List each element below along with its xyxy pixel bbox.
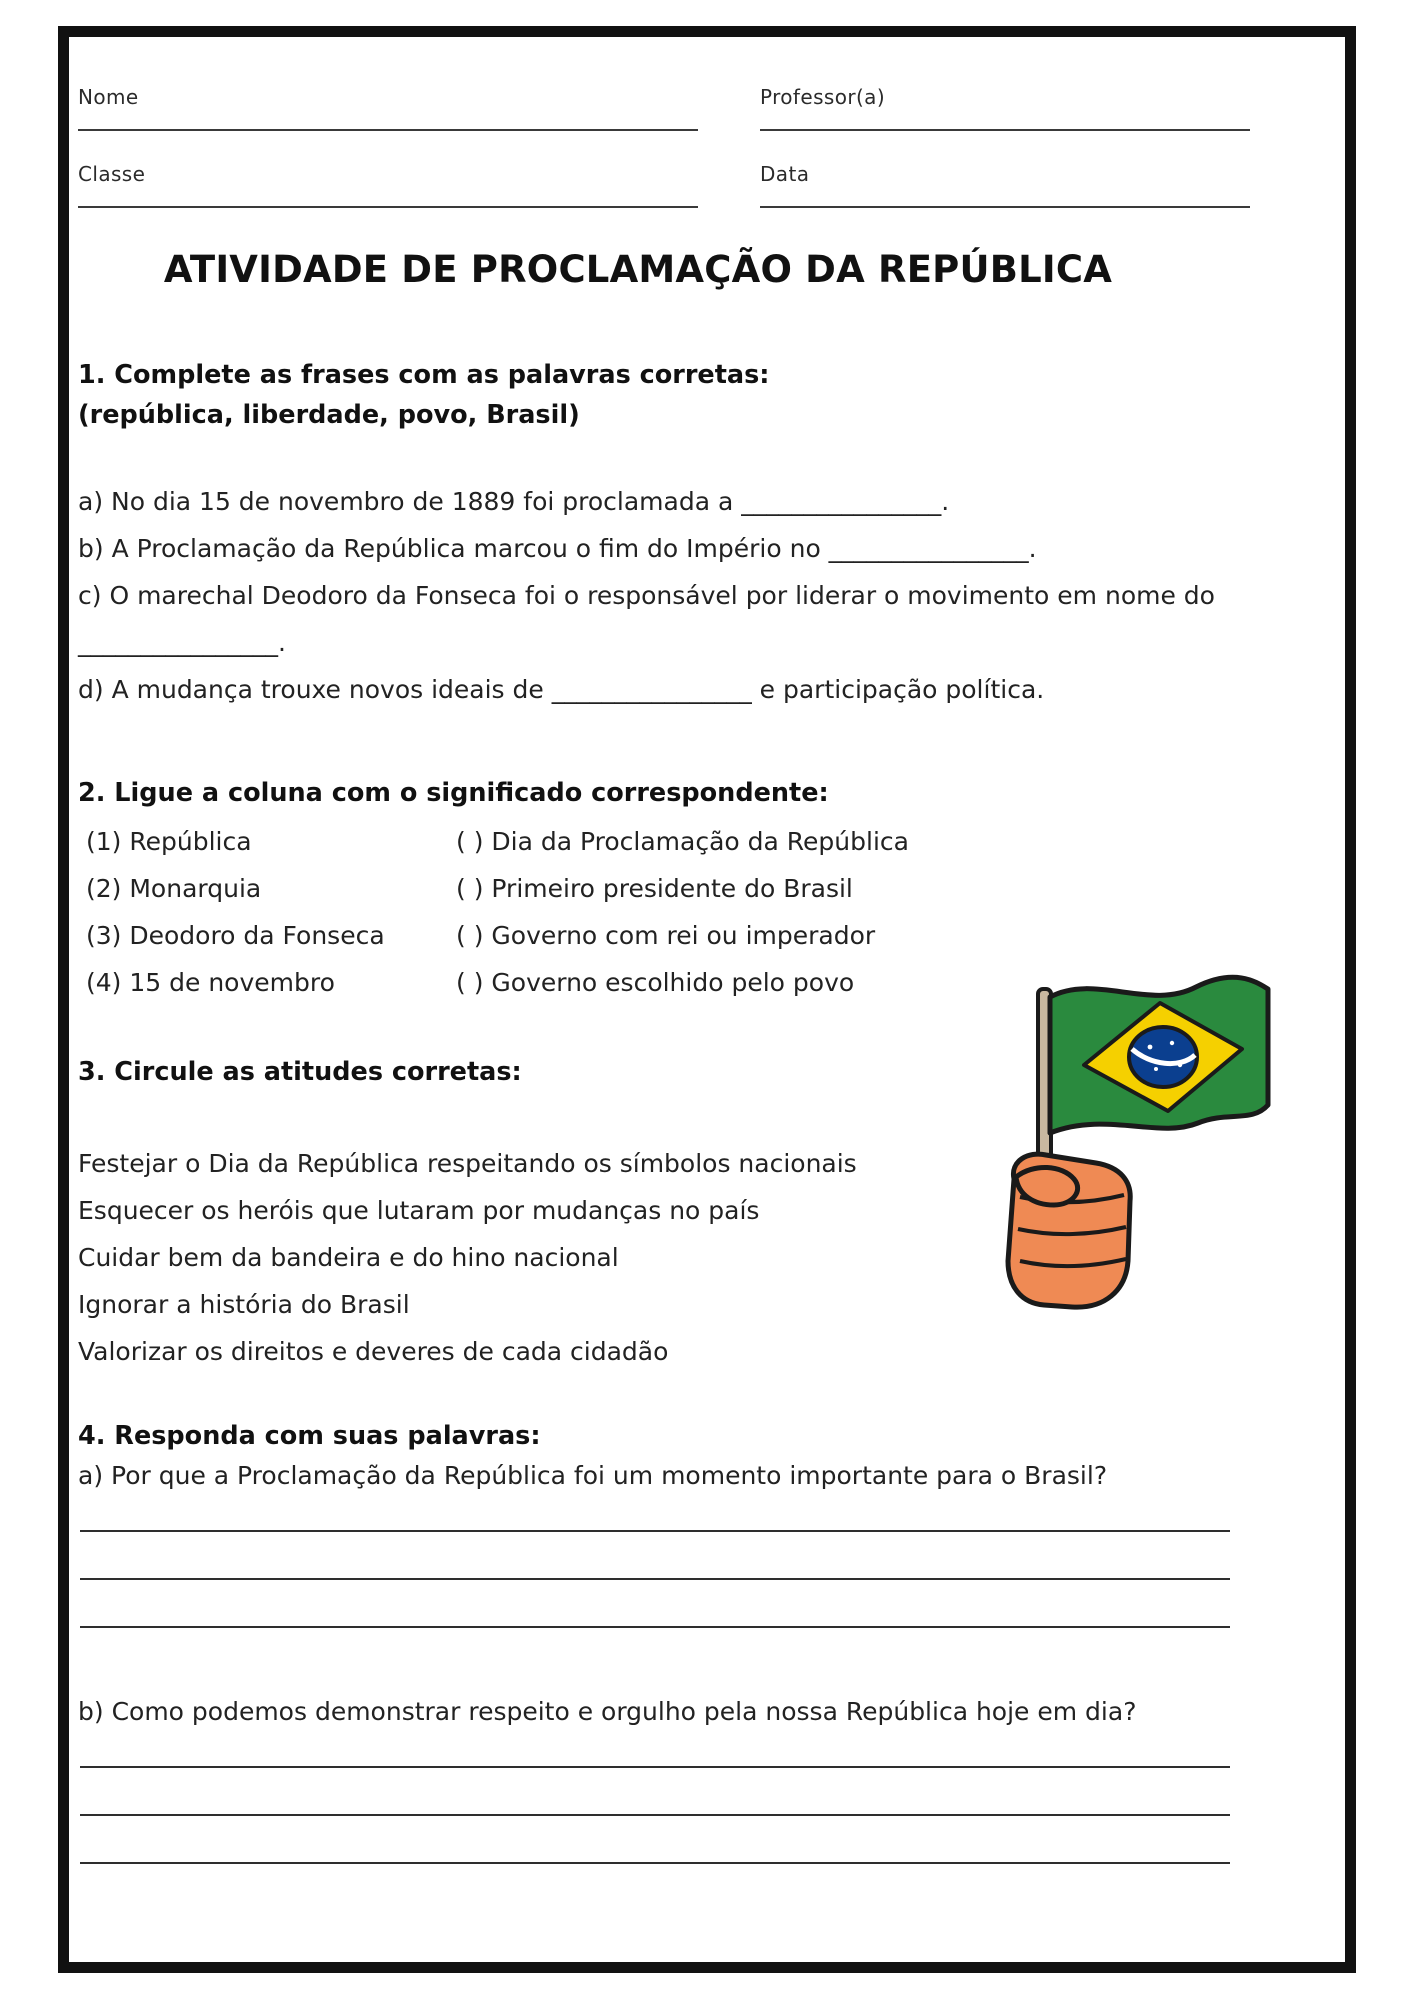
match-left-1: (1) República	[86, 827, 252, 856]
field-professor	[760, 85, 1250, 131]
question-3-items	[78, 1140, 978, 1375]
question-4-heading: 4. Responda com suas palavras:	[78, 1421, 541, 1451]
field-classe-label: Classe	[78, 162, 146, 186]
question-1-wordbank: (república, liberdade, povo, Brasil)	[78, 400, 580, 430]
match-right-4[interactable]: ( ) Governo escolhido pelo povo	[456, 968, 855, 997]
question-1-heading: 1. Complete as frases com as palavras corretas:	[78, 360, 770, 390]
page-title: ATIVIDADE DE PROCLAMAÇÃO DA REPÚBLICA	[163, 248, 1113, 291]
question-2-matching	[86, 818, 1146, 1006]
question-4-item-b: b) Como podemos demonstrar respeito e orgulho pela nossa República hoje em dia?	[78, 1697, 1137, 1726]
match-right-3[interactable]: ( ) Governo com rei ou imperador	[456, 921, 876, 950]
field-data-line[interactable]	[760, 186, 1250, 208]
match-left-2: (2) Monarquia	[86, 874, 262, 903]
match-row	[86, 818, 1146, 865]
hand-holding-brazil-flag-icon	[1000, 965, 1280, 1325]
answer-line[interactable]	[80, 1626, 1230, 1628]
match-right-2[interactable]: ( ) Primeiro presidente do Brasil	[456, 874, 853, 903]
page-border-bottom	[58, 1962, 1356, 1973]
match-right-1[interactable]: ( ) Dia da Proclamação da República	[456, 827, 909, 856]
answer-line[interactable]	[80, 1766, 1230, 1768]
field-data-label: Data	[760, 162, 810, 186]
answer-line[interactable]	[80, 1862, 1230, 1864]
field-professor-line[interactable]	[760, 109, 1250, 131]
field-data	[760, 162, 1250, 208]
question-3-item-3[interactable]: Cuidar bem da bandeira e do hino nacional	[78, 1243, 619, 1272]
page-border-right	[1345, 26, 1356, 1973]
field-professor-label: Professor(a)	[760, 85, 886, 109]
page-border-left	[58, 26, 69, 1973]
field-nome	[78, 85, 698, 131]
match-left-3: (3) Deodoro da Fonseca	[86, 921, 385, 950]
question-4-item-a: a) Por que a Proclamação da República foi um momento importante para o Brasil?	[78, 1461, 1108, 1490]
question-3-heading: 3. Circule as atitudes corretas:	[78, 1057, 522, 1087]
answer-line[interactable]	[80, 1578, 1230, 1580]
field-classe-line[interactable]	[78, 186, 698, 208]
field-nome-line[interactable]	[78, 109, 698, 131]
question-3-item-1[interactable]: Festejar o Dia da República respeitando os símbolos nacionais	[78, 1149, 857, 1178]
question-3-item-4[interactable]: Ignorar a história do Brasil	[78, 1290, 410, 1319]
question-1-item-c: c) O marechal Deodoro da Fonseca foi o responsável por liderar o movimento em nome do ________________.	[78, 581, 1215, 657]
page-border-top	[58, 26, 1356, 37]
field-classe	[78, 162, 698, 208]
question-1-item-a: a) No dia 15 de novembro de 1889 foi proclamada a ________________.	[78, 487, 950, 516]
question-2-heading: 2. Ligue a coluna com o significado correspondente:	[78, 778, 829, 808]
question-3-item-5[interactable]: Valorizar os direitos e deveres de cada cidadão	[78, 1337, 669, 1366]
answer-line[interactable]	[80, 1530, 1230, 1532]
question-1-item-b: b) A Proclamação da República marcou o fim do Império no ________________.	[78, 534, 1037, 563]
answer-line[interactable]	[80, 1814, 1230, 1816]
match-row	[86, 959, 1146, 1006]
match-left-4: (4) 15 de novembro	[86, 968, 335, 997]
match-row	[86, 912, 1146, 959]
match-row	[86, 865, 1146, 912]
question-1-item-d: d) A mudança trouxe novos ideais de ________________ e participação política.	[78, 675, 1045, 704]
field-nome-label: Nome	[78, 85, 139, 109]
question-3-item-2[interactable]: Esquecer os heróis que lutaram por mudanças no país	[78, 1196, 760, 1225]
question-1-items	[78, 478, 1258, 713]
